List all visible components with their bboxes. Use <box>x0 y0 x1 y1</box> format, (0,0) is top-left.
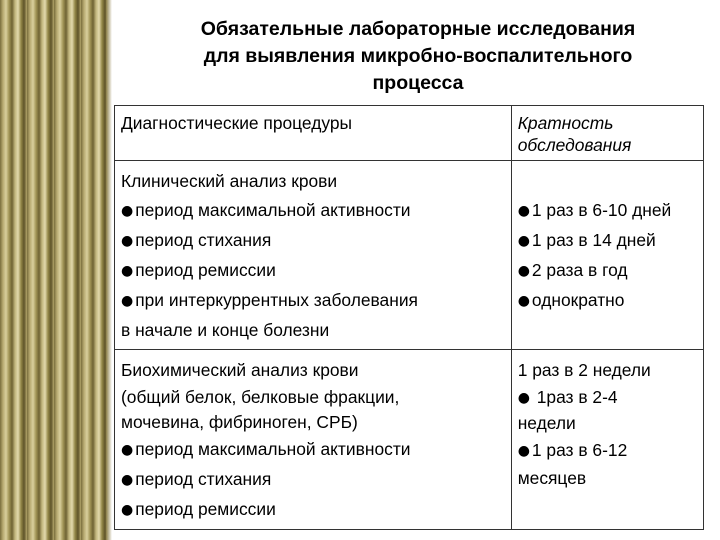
list-item: ● период ремиссии <box>121 260 276 280</box>
bullet-icon: ● <box>517 233 530 249</box>
bullet-icon: ● <box>517 390 530 406</box>
list-item: ● 1 раз в 14 дней <box>517 230 656 250</box>
bullet-icon: ● <box>121 442 134 458</box>
procedures-table <box>114 105 704 530</box>
header-procedures-cell <box>115 106 512 161</box>
list-item: ● период стихания <box>121 230 272 250</box>
clinical-analysis-heading: Клинический анализ крови <box>121 171 338 191</box>
list-item: ● при интеркуррентных заболевания <box>121 290 418 310</box>
list-item: ● 1раз в 2-4 <box>517 387 618 407</box>
header-procedures: Диагностические процедуры <box>121 113 353 133</box>
page-title <box>118 16 718 97</box>
header-frequency-line-1: Кратность <box>517 113 614 133</box>
bullet-icon: ● <box>121 502 134 518</box>
table-row <box>115 161 704 350</box>
table-header-row <box>115 106 704 161</box>
list-item: ● период максимальной активности <box>121 439 411 459</box>
list-item: ● 1 раз в 6-12 <box>517 440 628 460</box>
header-frequency-line-2: обследования <box>517 135 632 155</box>
title-line-2: для выявления микробно-воспалительного <box>203 45 633 67</box>
biochemical-subtitle-1: (общий белок, белковые фракции, <box>121 387 400 407</box>
bullet-icon: ● <box>517 263 530 279</box>
title-line-1: Обязательные лабораторные исследования <box>200 18 636 40</box>
table-row <box>115 350 704 530</box>
biochemical-frequency-first: 1 раз в 2 недели <box>517 360 651 380</box>
list-item: ● 1 раз в 6-10 дней <box>517 200 672 220</box>
list-item: ● период стихания <box>121 469 272 489</box>
biochemical-analysis-heading: Биохимический анализ крови <box>121 360 359 380</box>
bullet-icon: ● <box>517 203 530 219</box>
clinical-frequency-cell <box>511 161 703 350</box>
bullet-icon: ● <box>517 293 530 309</box>
list-item: ● однократно <box>517 290 625 310</box>
list-item: ● период максимальной активности <box>121 200 411 220</box>
bullet-icon: ● <box>517 443 530 459</box>
clinical-analysis-tail: в начале и конце болезни <box>121 320 330 340</box>
biochemical-frequency-third-cont: месяцев <box>517 468 587 488</box>
biochemical-frequency-cell <box>511 350 703 530</box>
bullet-icon: ● <box>121 472 134 488</box>
biochemical-frequency-second-cont: недели <box>517 413 576 433</box>
title-line-3: процесса <box>372 72 464 94</box>
biochemical-subtitle-2: мочевина, фибриноген, СРБ) <box>121 412 358 432</box>
bullet-icon: ● <box>121 293 134 309</box>
decorative-side-band <box>0 0 106 540</box>
bullet-icon: ● <box>121 233 134 249</box>
list-item: ● период ремиссии <box>121 499 276 519</box>
biochemical-analysis-cell <box>115 350 512 530</box>
bullet-icon: ● <box>121 263 134 279</box>
clinical-analysis-cell <box>115 161 512 350</box>
header-frequency-cell <box>511 106 703 161</box>
bullet-icon: ● <box>121 203 134 219</box>
list-item: ● 2 раза в год <box>517 260 628 280</box>
